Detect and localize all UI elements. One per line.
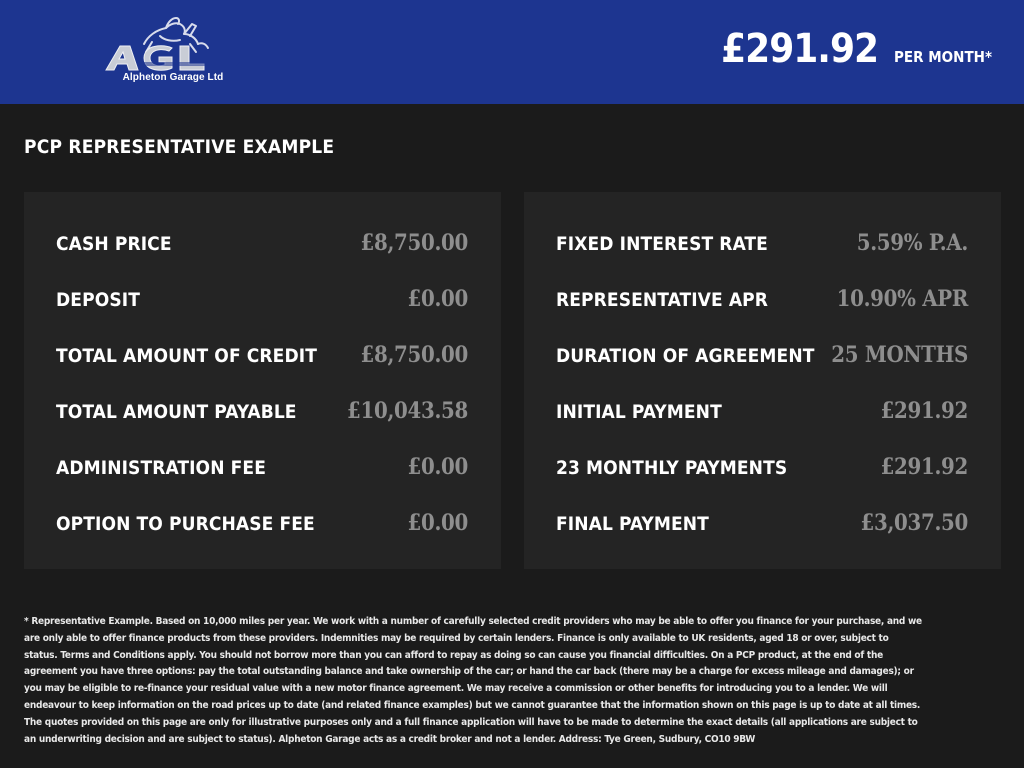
row-label: FINAL PAYMENT xyxy=(556,513,709,535)
row-value: £8,750.00 xyxy=(360,230,468,256)
row-value: £291.92 xyxy=(880,398,968,424)
row-value: £0.00 xyxy=(407,454,468,480)
finance-panel-left xyxy=(24,192,501,569)
row-label: DEPOSIT xyxy=(56,289,140,311)
row-cash-price xyxy=(56,230,468,260)
row-label: 23 MONTHLY PAYMENTS xyxy=(556,457,788,479)
row-value: 5.59% P.A. xyxy=(856,230,968,256)
row-interest-rate xyxy=(556,230,968,260)
row-initial-payment xyxy=(556,398,968,428)
row-label: CASH PRICE xyxy=(56,233,172,255)
row-label: TOTAL AMOUNT PAYABLE xyxy=(56,401,297,423)
row-deposit xyxy=(56,286,468,316)
horse-rider-logo-icon xyxy=(100,14,246,72)
row-total-payable xyxy=(56,398,468,428)
row-admin-fee xyxy=(56,454,468,484)
row-total-credit xyxy=(56,342,468,372)
logo-subtitle: Alpheton Garage Ltd xyxy=(122,72,224,83)
header-bar xyxy=(0,0,1024,104)
row-value: £291.92 xyxy=(880,454,968,480)
row-value: £8,750.00 xyxy=(360,342,468,368)
finance-panel-right xyxy=(524,192,1001,569)
row-value: £3,037.50 xyxy=(860,510,968,536)
row-value: £0.00 xyxy=(407,286,468,312)
per-month-label: PER MONTH* xyxy=(894,48,992,66)
section-title: PCP REPRESENTATIVE EXAMPLE xyxy=(24,136,335,158)
row-label: TOTAL AMOUNT OF CREDIT xyxy=(56,345,317,367)
disclaimer-text: * Representative Example. Based on 10,000 miles per year. We work with a number of carefully selected credit providers who may be able to offer you finance for your purchase, and we are only able to offer finance products from these providers. Indemnities may be required by certain lenders. Finance is only available to UK residents, aged 18 or over, subject to status. Terms and Conditions apply. You should not borrow more than you can afford to repay as doing so can cause you financial difficulties. On a PCP product, at the end of the agreement you have three options: pay the total outstanding balance and take ownership of the car; or hand the car back (there may be a charge for excess mileage and damages); or you may be eligible to re-finance your residual value with a new motor finance agreement. We may receive a commission or other benefits for introducing you to a lender. We will endeavour to keep information on the road prices up to date (and related finance examples) but we cannot guarantee that the information shown on this page is up to date at all times. The quotes provided on this page are only for illustrative purposes only and a full finance application will have to be made to determine the exact details (all applications are subject to an underwriting decision and are subject to status). Alpheton Garage acts as a credit broker and not a lender. Address: Tye Green, Sudbury, CO10 9BW xyxy=(24,616,922,745)
monthly-price: £291.92 xyxy=(721,26,879,72)
row-duration xyxy=(556,342,968,372)
row-label: DURATION OF AGREEMENT xyxy=(556,345,815,367)
agl-logo[interactable] xyxy=(100,14,250,90)
row-value: 10.90% APR xyxy=(836,286,968,312)
row-label: REPRESENTATIVE APR xyxy=(556,289,769,311)
monthly-price-block xyxy=(721,26,992,72)
row-label: FIXED INTEREST RATE xyxy=(556,233,768,255)
row-value: 25 MONTHS xyxy=(831,342,968,368)
row-label: OPTION TO PURCHASE FEE xyxy=(56,513,315,535)
row-label: INITIAL PAYMENT xyxy=(556,401,722,423)
row-value: £10,043.58 xyxy=(347,398,468,424)
row-apr xyxy=(556,286,968,316)
row-value: £0.00 xyxy=(407,510,468,536)
row-option-fee xyxy=(56,510,468,540)
row-final-payment xyxy=(556,510,968,540)
row-label: ADMINISTRATION FEE xyxy=(56,457,266,479)
row-monthly-payments xyxy=(556,454,968,484)
